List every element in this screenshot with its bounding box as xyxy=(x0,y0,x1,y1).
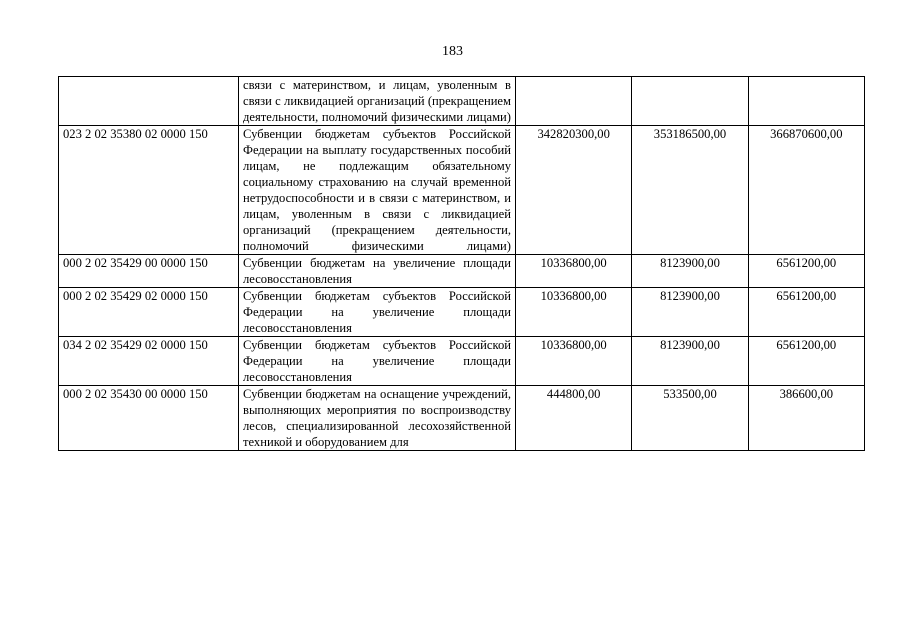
table-row xyxy=(59,288,865,337)
description-cell: Субвенции бюджетам субъектов Российской Федерации на выплату государственных пособий лицам, не подлежащим обязательному социальному страхованию на случай временной нетрудоспособности и в связи с материнством, и лицам, уволенным в связи с ликвидацией организаций (прекращением деятельности, полномочий физическими лицами) xyxy=(239,126,516,255)
amount-year1-cell: 10336800,00 xyxy=(516,288,632,337)
budget-code-cell: 000 2 02 35429 02 0000 150 xyxy=(59,288,239,337)
amount-year3-cell: 6561200,00 xyxy=(748,337,864,386)
amount-year3-cell xyxy=(748,77,864,126)
budget-revenue-table xyxy=(58,76,865,451)
budget-code-cell: 034 2 02 35429 02 0000 150 xyxy=(59,337,239,386)
table-row xyxy=(59,255,865,288)
amount-year2-cell: 8123900,00 xyxy=(632,255,748,288)
amount-year1-cell: 342820300,00 xyxy=(516,126,632,255)
table-row xyxy=(59,126,865,255)
description-cell: Субвенции бюджетам на оснащение учреждений, выполняющих мероприятия по воспроизводству лесов, специализированной лесохозяйственной техникой и оборудованием для xyxy=(239,386,516,451)
amount-year2-cell: 353186500,00 xyxy=(632,126,748,255)
page-number: 183 xyxy=(442,44,463,59)
budget-code-cell xyxy=(59,77,239,126)
amount-year1-cell: 10336800,00 xyxy=(516,337,632,386)
amount-year3-cell: 6561200,00 xyxy=(748,288,864,337)
description-cell: связи с материнством, и лицам, уволенным в связи с ликвидацией организаций (прекращением деятельности, полномочий физическими лицами) xyxy=(239,77,516,126)
amount-year2-cell xyxy=(632,77,748,126)
amount-year3-cell: 366870600,00 xyxy=(748,126,864,255)
table-row xyxy=(59,77,865,126)
amount-year2-cell: 8123900,00 xyxy=(632,337,748,386)
amount-year2-cell: 533500,00 xyxy=(632,386,748,451)
description-cell: Субвенции бюджетам субъектов Российской Федерации на увеличение площади лесовосстановления xyxy=(239,337,516,386)
amount-year1-cell: 444800,00 xyxy=(516,386,632,451)
amount-year1-cell xyxy=(516,77,632,126)
budget-code-cell: 023 2 02 35380 02 0000 150 xyxy=(59,126,239,255)
description-cell: Субвенции бюджетам субъектов Российской Федерации на увеличение площади лесовосстановления xyxy=(239,288,516,337)
amount-year3-cell: 6561200,00 xyxy=(748,255,864,288)
budget-code-cell: 000 2 02 35430 00 0000 150 xyxy=(59,386,239,451)
description-cell: Субвенции бюджетам на увеличение площади лесовосстановления xyxy=(239,255,516,288)
table-row xyxy=(59,337,865,386)
budget-code-cell: 000 2 02 35429 00 0000 150 xyxy=(59,255,239,288)
amount-year2-cell: 8123900,00 xyxy=(632,288,748,337)
table-row xyxy=(59,386,865,451)
amount-year3-cell: 386600,00 xyxy=(748,386,864,451)
amount-year1-cell: 10336800,00 xyxy=(516,255,632,288)
